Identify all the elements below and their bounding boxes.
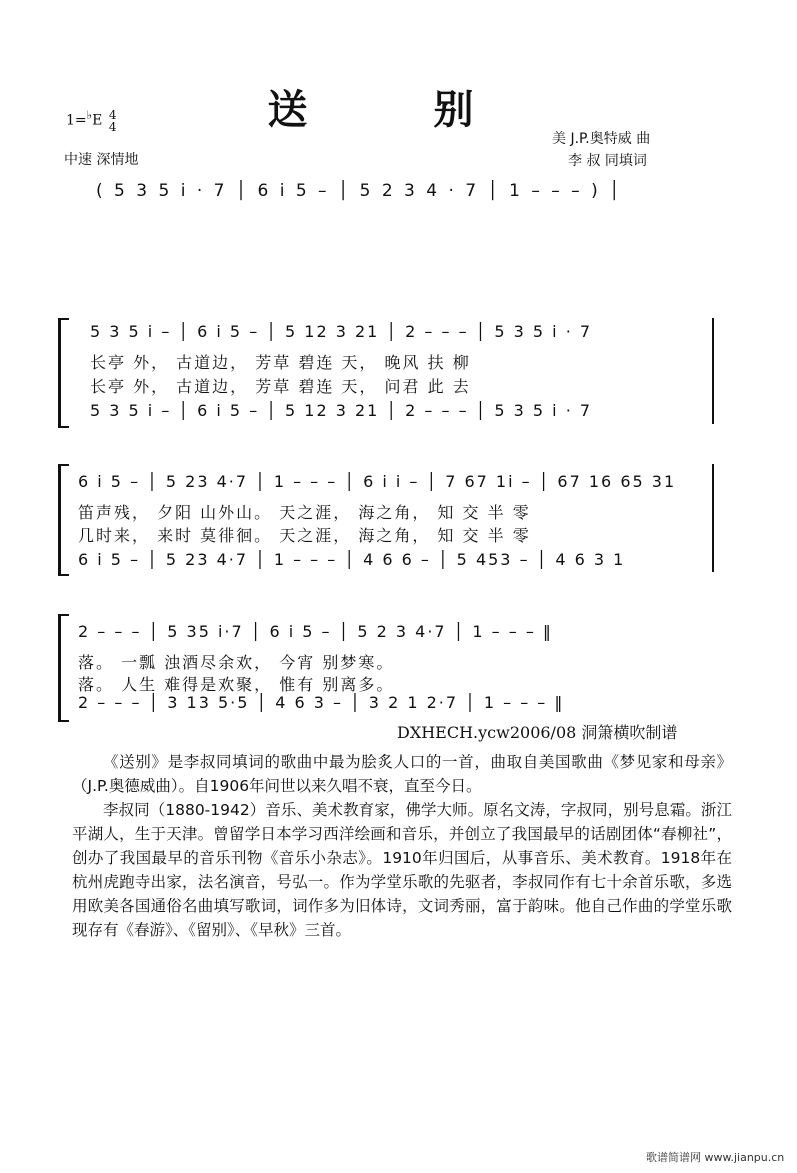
system2-melody: 6 i 5 – │ 5 23 4·7 │ 1 – – – │ 6 i i – │ 7 67 1i – │ 67 16 65 31 (78, 472, 677, 491)
system1-melody: 5 3 5 i – │ 6 i 5 – │ 5 12 3 21 │ 2 – – – │ 5 3 5 i · 7 (90, 322, 593, 341)
site-watermark: 歌谱简谱网 www.jianpu.cn (646, 1151, 785, 1164)
time-top: 4 (108, 107, 117, 122)
paragraph: 《送别》是李叔同填词的歌曲中最为脍炙人口的一首，曲取自美国歌曲《梦见家和母亲》（J.P.奥德威曲）。自1906年问世以来久唱不衰，直至今日。 (72, 753, 732, 795)
time-bottom: 4 (108, 119, 117, 134)
system3-melody: 2 – – – │ 5 35 i·7 │ 6 i 5 – │ 5 2 3 4·7 │ 1 – – – ‖ (78, 622, 553, 641)
system3-lyric1: 落。 一瓢 浊酒尽余欢， 今宵 别梦寒。 (78, 653, 395, 672)
song-title: 送 别 (267, 87, 530, 133)
system3-lyric2: 落。 人生 难得是欢聚， 惟有 别离多。 (78, 675, 395, 694)
key-signature (66, 108, 116, 133)
time-signature (109, 109, 117, 133)
system3-harmony: 2 – – – │ 3 13 5·5 │ 4 6 3 – │ 3 2 1 2·7 │ 1 – – – ‖ (78, 693, 565, 712)
paragraph: 李叔同（1880-1942）音乐、美术教育家，佛学大师。原名文涛，字叔同，别号息霜。浙江平湖人，生于天津。曾留学日本学习西洋绘画和音乐，并创立了我国最早的话剧团体“春柳社”，创办了我国最早的音乐刊物《音乐小杂志》。1910年归国后，从事音乐、美术教育。1918年在杭州虎跑寺出家，法名演音，号弘一。作为学堂乐歌的先驱者，李叔同作有七十余首乐歌，多选用欧美各国通俗名曲填写歌词，词作多为旧体诗，文词秀丽，富于韵味。他自己作曲的学堂乐歌现存有《春游》、《留别》、《早秋》三首。 (72, 801, 732, 939)
intro-line: ( 5 3 5 i · 7 │ 6 i 5 – │ 5 2 3 4 · 7 │ 1 – – – ) │ (96, 181, 623, 201)
system2-lyric2: 几时来， 来时 莫徘徊。 天之涯， 海之角， 知 交 半 零 (78, 526, 531, 545)
system2-lyric1: 笛声残， 夕阳 山外山。 天之涯， 海之角， 知 交 半 零 (78, 503, 531, 522)
system1-harmony: 5 3 5 i – │ 6 i 5 – │ 5 12 3 21 │ 2 – – – │ 5 3 5 i · 7 (90, 401, 593, 420)
system-bracket (58, 614, 69, 722)
composer-credit: 美 J.P.奥特威 曲 (552, 131, 651, 147)
credits (552, 128, 650, 172)
arranger-credit: DXHECH.ycw2006/08 洞箫横吹制谱 (397, 723, 678, 742)
description-text (72, 750, 732, 942)
lyricist-credit: 李 叔 同填词 (568, 153, 647, 169)
system2-harmony: 6 i 5 – │ 5 23 4·7 │ 1 – – – │ 4 6 6 – │ 5 453 – │ 4 6 3 1 (78, 550, 626, 569)
system1-lyric1: 长亭 外， 古道边， 芳草 碧连 天， 晚风 扶 柳 (90, 353, 471, 372)
system1-lyric2: 长亭 外， 古道边， 芳草 碧连 天， 问君 此 去 (90, 377, 471, 396)
flat-symbol: ♭ (86, 108, 93, 122)
system1-end-bar (712, 318, 714, 424)
tempo-marking: 中速 深情地 (64, 152, 139, 168)
system2-end-bar (712, 464, 714, 572)
key-prefix: 1= (66, 112, 87, 129)
system-bracket (58, 464, 69, 576)
key-note: E (92, 112, 103, 129)
system-bracket (58, 318, 69, 428)
